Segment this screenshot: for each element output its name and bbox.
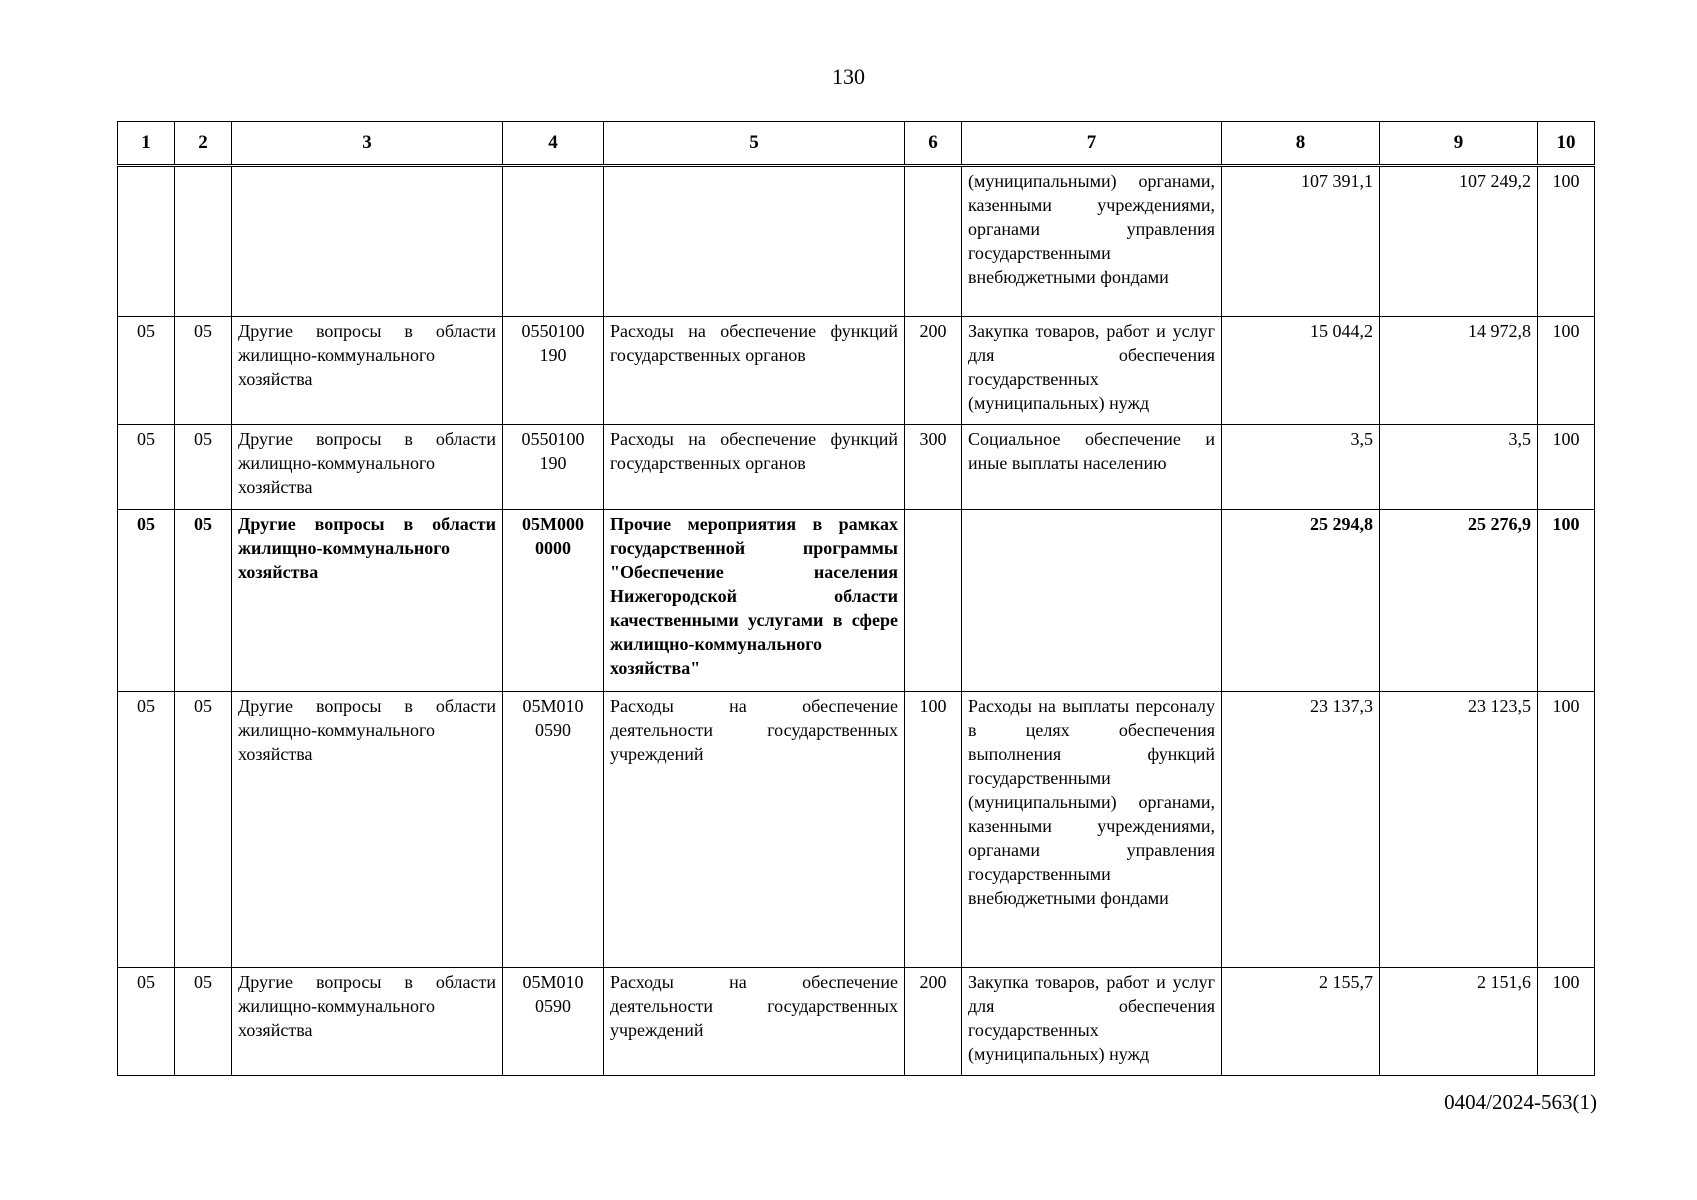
planned-amount-cell: 25 294,8 [1222, 510, 1380, 692]
table-row [118, 510, 1595, 692]
expense-type-name-cell: (муниципальными) органами, казенными учреждениями, органами управления государственными внебюджетными фондами [962, 166, 1222, 317]
section-name-cell: Другие вопросы в области жилищно-коммунального хозяйства [232, 425, 503, 510]
percent-cell: 100 [1538, 425, 1595, 510]
header-cell: 3 [232, 122, 503, 166]
section-name-cell: Другие вопросы в области жилищно-коммунального хозяйства [232, 968, 503, 1076]
section-code-cell: 05 [118, 425, 175, 510]
expense-type-code-cell: 100 [905, 692, 962, 968]
header-cell: 1 [118, 122, 175, 166]
expense-type-name-cell: Закупка товаров, работ и услуг для обеспечения государственных (муниципальных) нужд [962, 317, 1222, 425]
page-number: 130 [832, 64, 865, 89]
target-name-cell: Расходы на обеспечение деятельности государственных учреждений [604, 692, 905, 968]
percent-cell: 100 [1538, 510, 1595, 692]
expense-type-code-cell: 200 [905, 317, 962, 425]
expense-type-code-cell: 300 [905, 425, 962, 510]
section-name-cell [232, 166, 503, 317]
expense-type-name-cell [962, 510, 1222, 692]
subsection-code-cell: 05 [175, 692, 232, 968]
actual-amount-cell: 2 151,6 [1380, 968, 1538, 1076]
expense-type-name-cell: Закупка товаров, работ и услуг для обеспечения государственных (муниципальных) нужд [962, 968, 1222, 1076]
table-row [118, 692, 1595, 968]
header-cell: 5 [604, 122, 905, 166]
target-name-cell [604, 166, 905, 317]
header-cell: 6 [905, 122, 962, 166]
table-row [118, 968, 1595, 1076]
subsection-code-cell: 05 [175, 510, 232, 692]
planned-amount-cell: 23 137,3 [1222, 692, 1380, 968]
section-code-cell: 05 [118, 317, 175, 425]
header-cell: 9 [1380, 122, 1538, 166]
actual-amount-cell: 14 972,8 [1380, 317, 1538, 425]
header-cell: 8 [1222, 122, 1380, 166]
header-cell: 2 [175, 122, 232, 166]
expense-type-name-cell: Социальное обеспечение и иные выплаты населению [962, 425, 1222, 510]
subsection-code-cell: 05 [175, 317, 232, 425]
percent-cell: 100 [1538, 692, 1595, 968]
section-name-cell: Другие вопросы в области жилищно-коммунального хозяйства [232, 317, 503, 425]
target-code-cell: 05М010 0590 [503, 968, 604, 1076]
section-name-cell: Другие вопросы в области жилищно-коммунального хозяйства [232, 692, 503, 968]
percent-cell: 100 [1538, 166, 1595, 317]
target-code-cell: 05М010 0590 [503, 692, 604, 968]
table-row [118, 166, 1595, 317]
expense-type-code-cell [905, 166, 962, 317]
expense-type-code-cell: 200 [905, 968, 962, 1076]
actual-amount-cell: 3,5 [1380, 425, 1538, 510]
actual-amount-cell: 23 123,5 [1380, 692, 1538, 968]
subsection-code-cell: 05 [175, 425, 232, 510]
actual-amount-cell: 107 249,2 [1380, 166, 1538, 317]
header-cell: 10 [1538, 122, 1595, 166]
planned-amount-cell: 3,5 [1222, 425, 1380, 510]
header-cell: 7 [962, 122, 1222, 166]
target-code-cell [503, 166, 604, 317]
percent-cell: 100 [1538, 317, 1595, 425]
target-code-cell: 05М000 0000 [503, 510, 604, 692]
section-code-cell: 05 [118, 692, 175, 968]
section-code-cell: 05 [118, 968, 175, 1076]
target-name-cell: Расходы на обеспечение деятельности государственных учреждений [604, 968, 905, 1076]
target-name-cell: Расходы на обеспечение функций государственных органов [604, 425, 905, 510]
percent-cell: 100 [1538, 968, 1595, 1076]
planned-amount-cell: 15 044,2 [1222, 317, 1380, 425]
target-code-cell: 0550100 190 [503, 425, 604, 510]
header-cell: 4 [503, 122, 604, 166]
document-code: 0404/2024-563(1) [1444, 1090, 1597, 1114]
planned-amount-cell: 2 155,7 [1222, 968, 1380, 1076]
expense-type-name-cell: Расходы на выплаты персоналу в целях обеспечения выполнения функций государственными (муниципальными) органами, казенными учреждениями, органами управления государственными внебюджетными фондами [962, 692, 1222, 968]
table-row [118, 317, 1595, 425]
table-header-row [118, 122, 1595, 166]
table-row [118, 425, 1595, 510]
budget-table [117, 121, 1595, 1076]
planned-amount-cell: 107 391,1 [1222, 166, 1380, 317]
section-code-cell: 05 [118, 510, 175, 692]
subsection-code-cell [175, 166, 232, 317]
actual-amount-cell: 25 276,9 [1380, 510, 1538, 692]
target-code-cell: 0550100 190 [503, 317, 604, 425]
section-name-cell: Другие вопросы в области жилищно-коммунального хозяйства [232, 510, 503, 692]
target-name-cell: Расходы на обеспечение функций государственных органов [604, 317, 905, 425]
section-code-cell [118, 166, 175, 317]
target-name-cell: Прочие мероприятия в рамках государственной программы "Обеспечение населения Нижегородской области качественными услугами в сфере жилищно-коммунального хозяйства" [604, 510, 905, 692]
expense-type-code-cell [905, 510, 962, 692]
subsection-code-cell: 05 [175, 968, 232, 1076]
